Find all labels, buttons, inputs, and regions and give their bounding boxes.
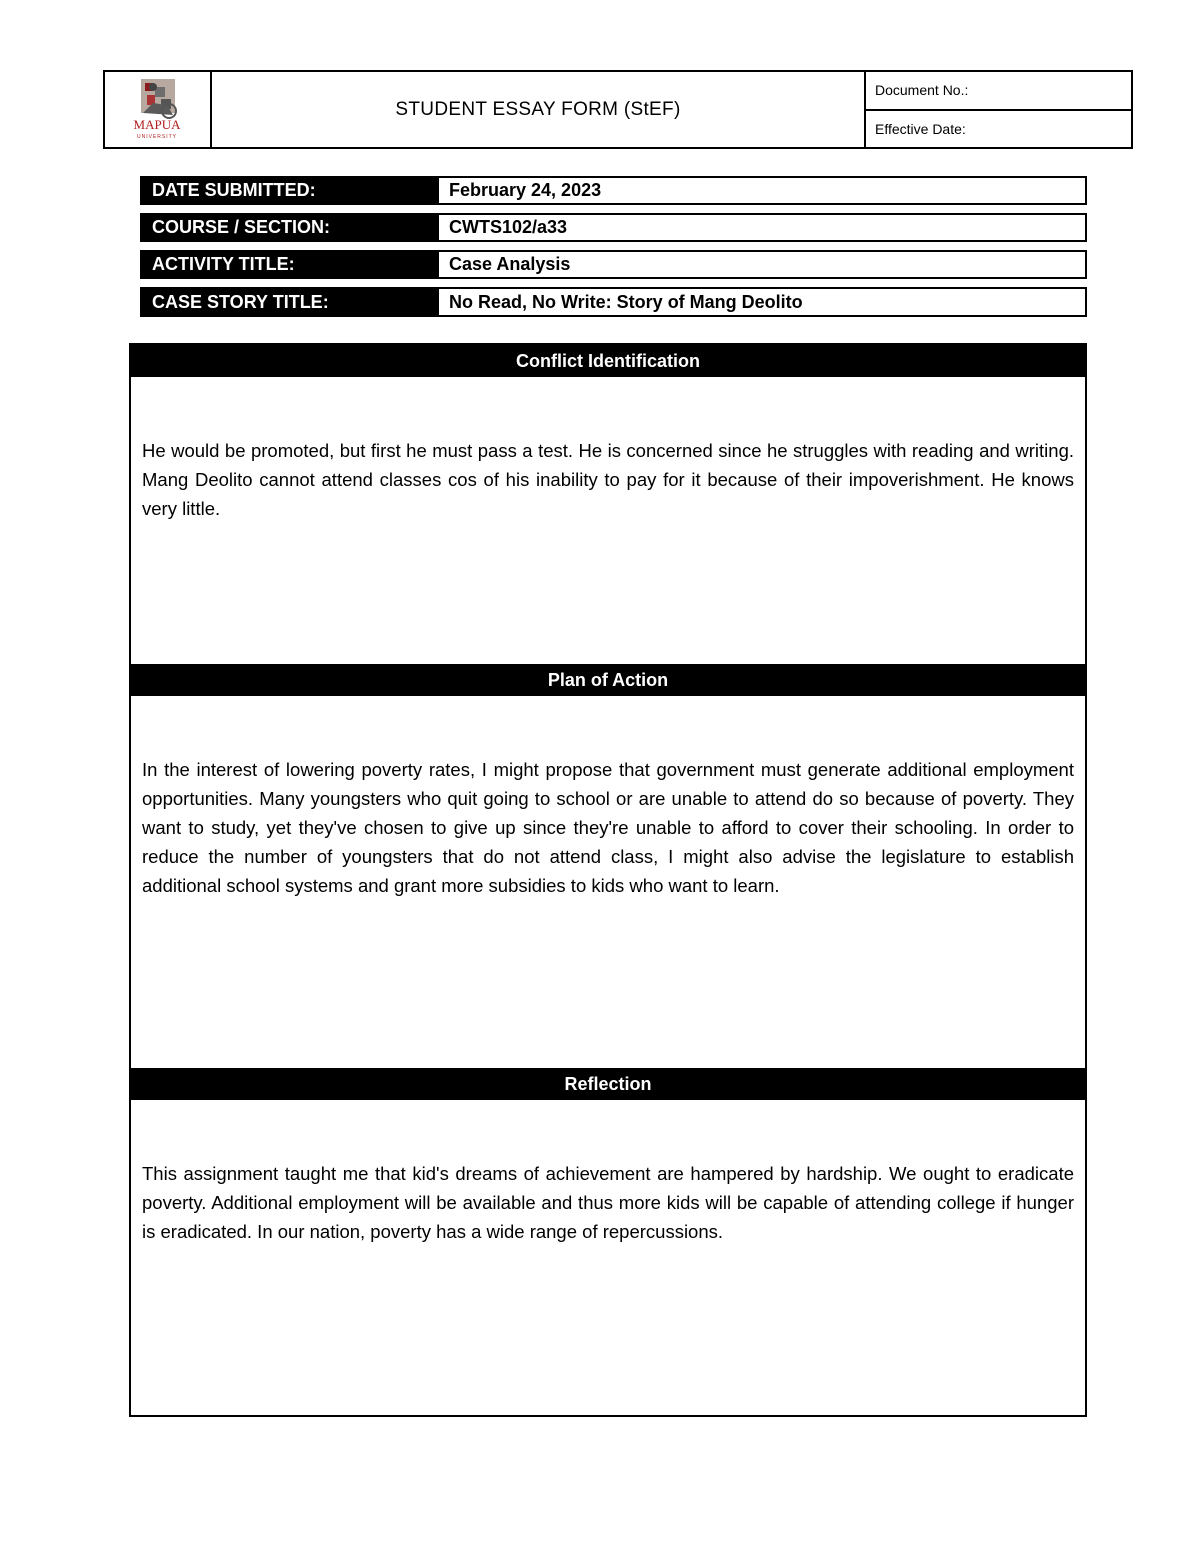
logo-cell — [105, 72, 212, 147]
logo-text: MAPUA — [133, 116, 180, 132]
section-header-reflection: Reflection — [131, 1068, 1085, 1100]
info-label: CASE STORY TITLE: — [140, 287, 439, 317]
document-no-label: Document No.: — [875, 82, 969, 99]
info-row-case-story-title — [140, 287, 1087, 317]
form-title: STUDENT ESSAY FORM (StEF) — [212, 72, 866, 147]
info-value: Case Analysis — [439, 250, 1087, 279]
section-body-reflection: This assignment taught me that kid's dreams of achievement are hampered by hardship. We ought to eradicate poverty. Additional employment will be available and thus more kids will be capable of attending college if hunger is eradicated. In our nation, poverty has a wide range of repercussions. — [142, 1163, 1074, 1242]
info-label: DATE SUBMITTED: — [140, 176, 439, 205]
info-value: February 24, 2023 — [439, 176, 1087, 205]
logo-subtext: UNIVERSITY — [136, 133, 177, 140]
essay-box — [129, 343, 1087, 1417]
section-header-plan-of-action: Plan of Action — [131, 664, 1085, 696]
info-label: ACTIVITY TITLE: — [140, 250, 439, 279]
section-body-conflict-identification: He would be promoted, but first he must pass a test. He is concerned since he struggles with reading and writing. Mang Deolito cannot attend classes cos of his inability to pay for it because of their impoverishment. He knows very little. — [142, 440, 1074, 519]
info-label: COURSE / SECTION: — [140, 213, 439, 242]
info-row-date-submitted — [140, 176, 1087, 205]
info-value: No Read, No Write: Story of Mang Deolito — [439, 287, 1087, 317]
section-header-conflict-identification: Conflict Identification — [131, 345, 1085, 377]
effective-date-label: Effective Date: — [866, 109, 1131, 148]
info-value: CWTS102/a33 — [439, 213, 1087, 242]
info-row-course-section — [140, 213, 1087, 242]
university-logo-icon — [123, 75, 193, 145]
document-meta — [866, 72, 1131, 147]
section-body-plan-of-action: In the interest of lowering poverty rates, I might propose that government must generate additional employment opportunities. Many youngsters who quit going to school or are unable to attend do so because of poverty. They want to study, yet they've chosen to give up since they're unable to afford to cover their schooling. In order to reduce the number of youngsters that do not attend class, I might also advise the legislature to establish additional school systems and grant more subsidies to kids who want to learn. — [142, 759, 1074, 896]
form-header — [103, 70, 1133, 149]
info-row-activity-title — [140, 250, 1087, 279]
submission-info-table — [140, 176, 1087, 317]
